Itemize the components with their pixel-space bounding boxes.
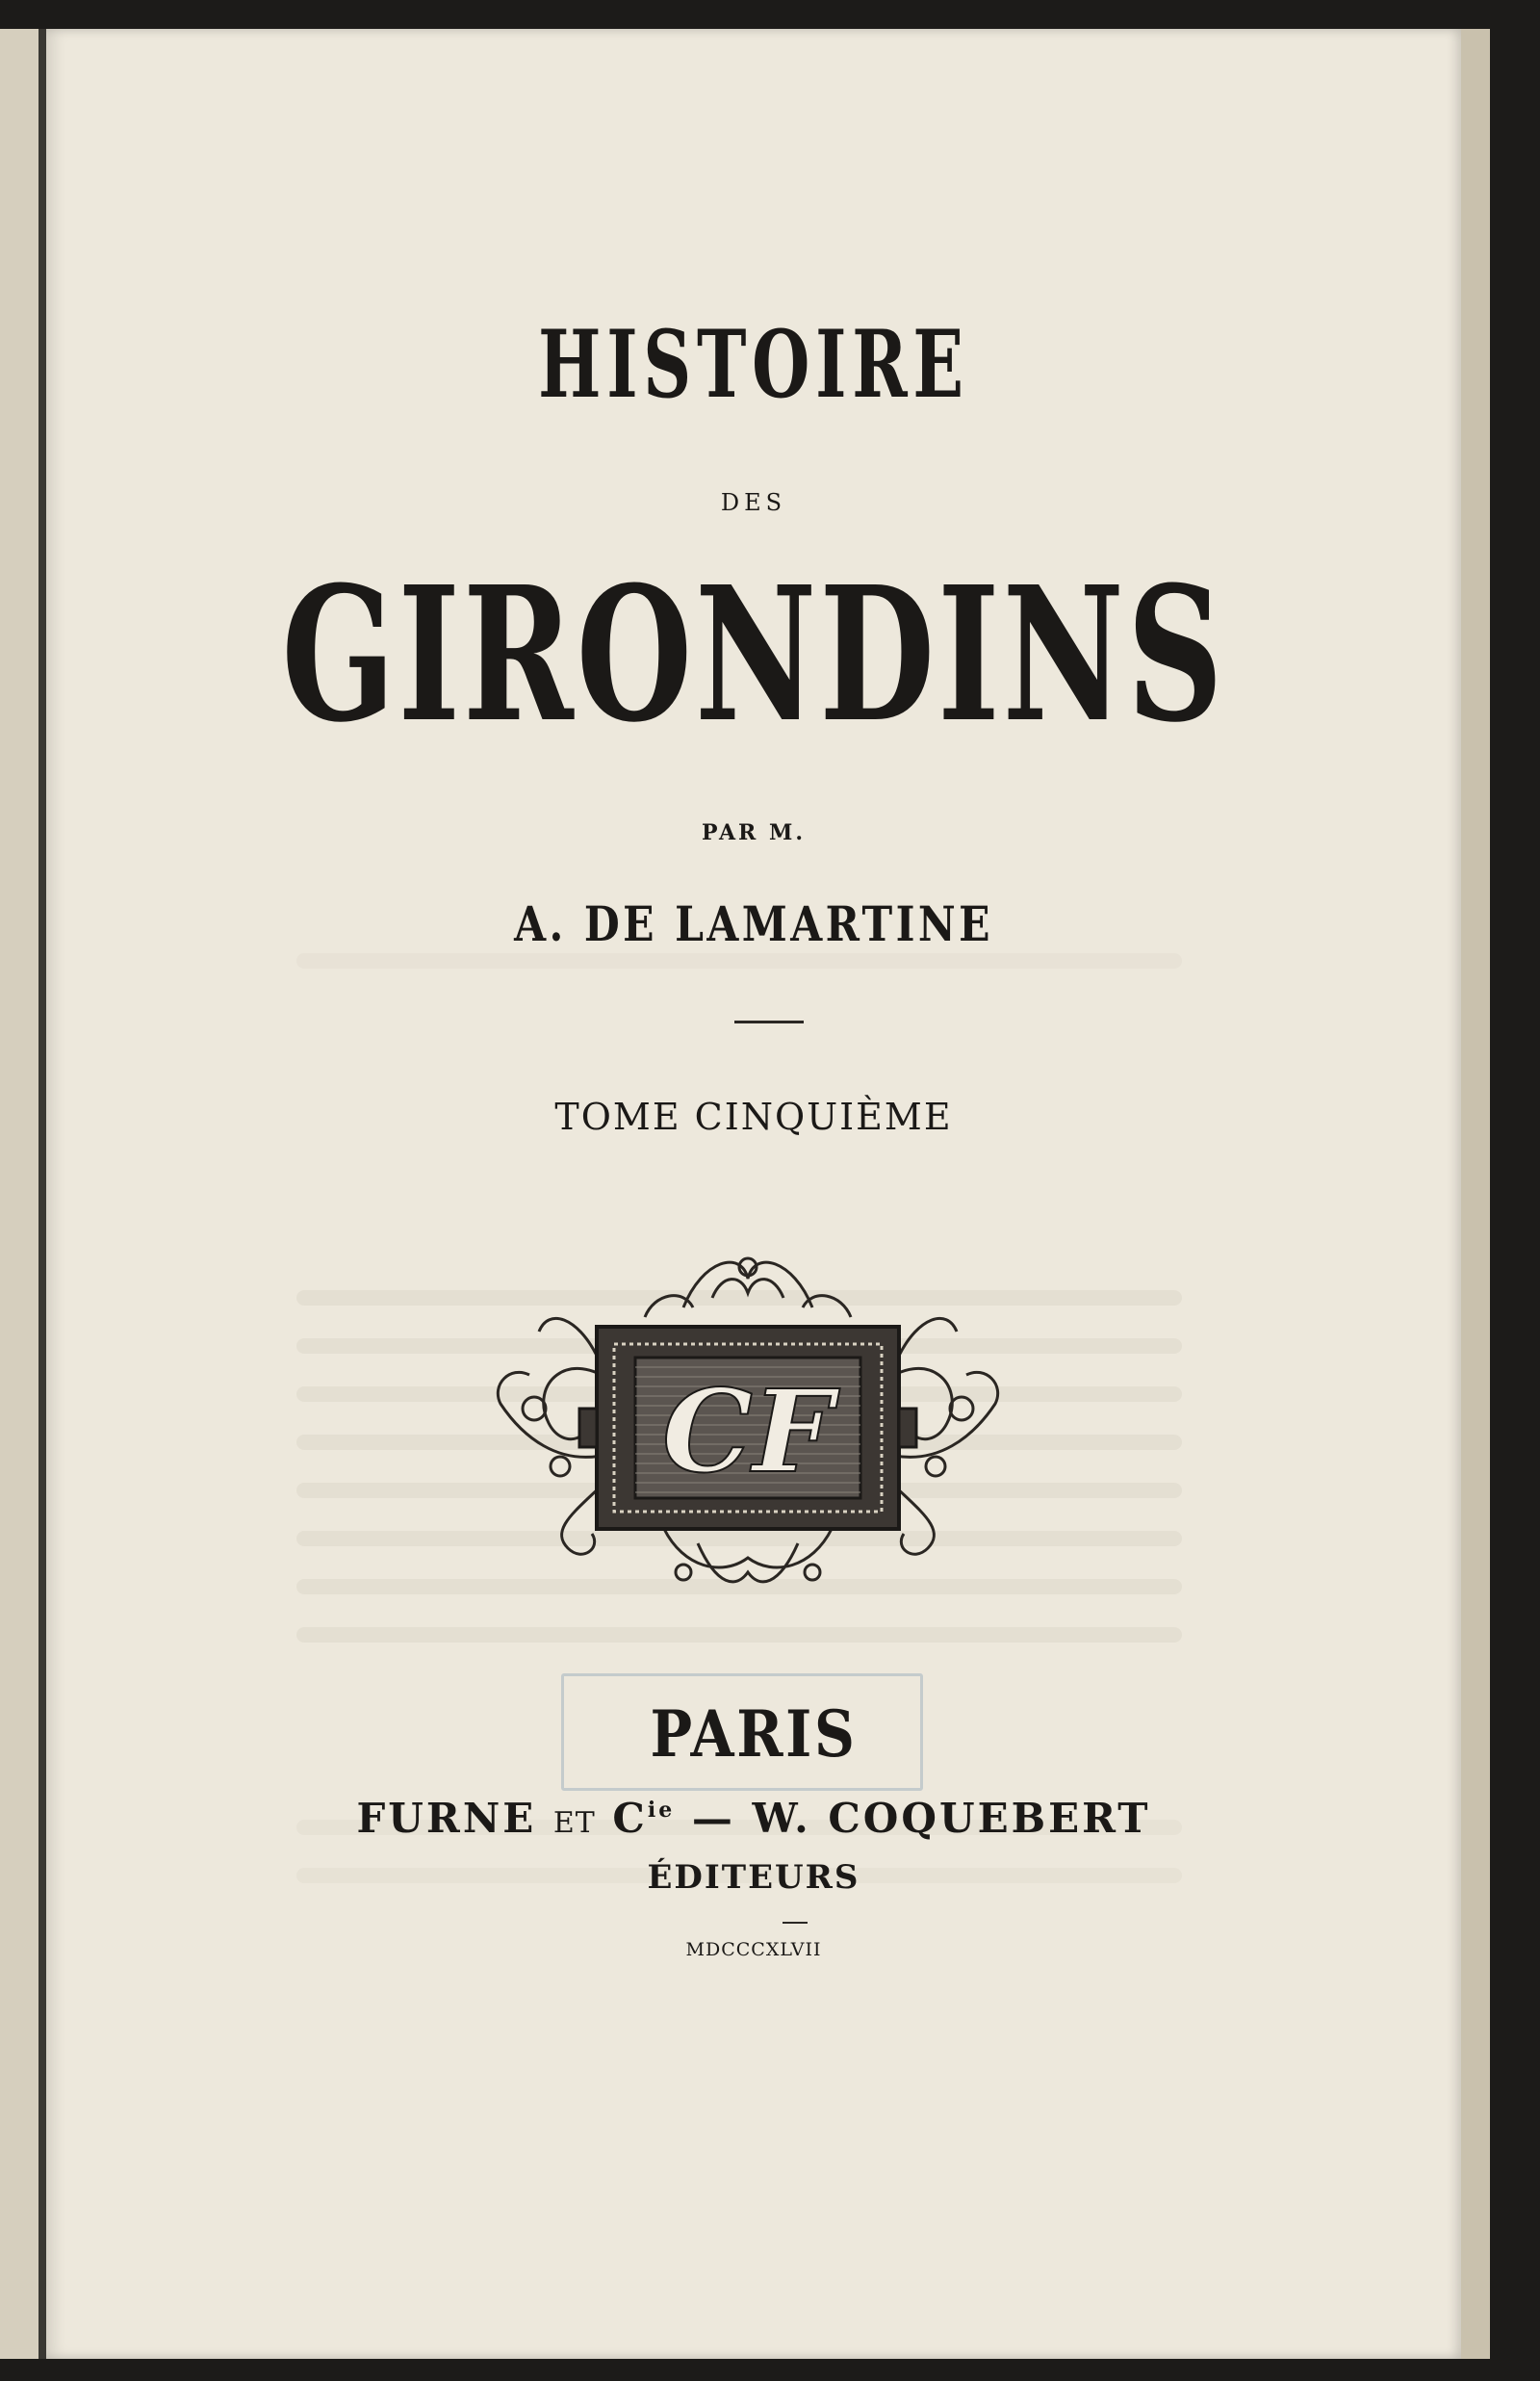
small-divider-rule [783,1922,808,1924]
publication-year: MDCCCXLVII [685,1939,822,1960]
byline-prefix: PAR M. [702,820,806,845]
title-line-histoire: HISTOIRE [538,310,969,419]
title-line-girondins: GIRONDINS [281,547,1226,763]
publisher-et: ET [552,1806,596,1840]
page-fore-edge [1461,29,1490,2359]
publisher-coquebert: W. COQUEBERT [752,1795,1151,1842]
volume-label: TOME CINQUIÈME [554,1096,953,1138]
author-name: A. DE LAMARTINE [514,895,993,952]
imprint-city: PARIS [650,1696,858,1772]
title-line-des: DES [720,489,787,516]
divider-rule [734,1021,804,1023]
publishers-line [46,1795,1461,1842]
previous-page-edge [0,29,40,2359]
publisher-ie: ie [647,1798,676,1823]
show-through-line [296,1627,1182,1643]
publisher-furne: FURNE [356,1795,537,1842]
title-page [46,29,1461,2359]
gutter [38,29,46,2359]
show-through-line [296,953,1182,969]
emblem-monogram: CF [662,1364,834,1498]
publisher-dash: — [691,1795,735,1842]
publisher-c: C [612,1795,648,1842]
publisher-emblem [491,1240,1005,1594]
publishers-role: ÉDITEURS [647,1858,860,1897]
